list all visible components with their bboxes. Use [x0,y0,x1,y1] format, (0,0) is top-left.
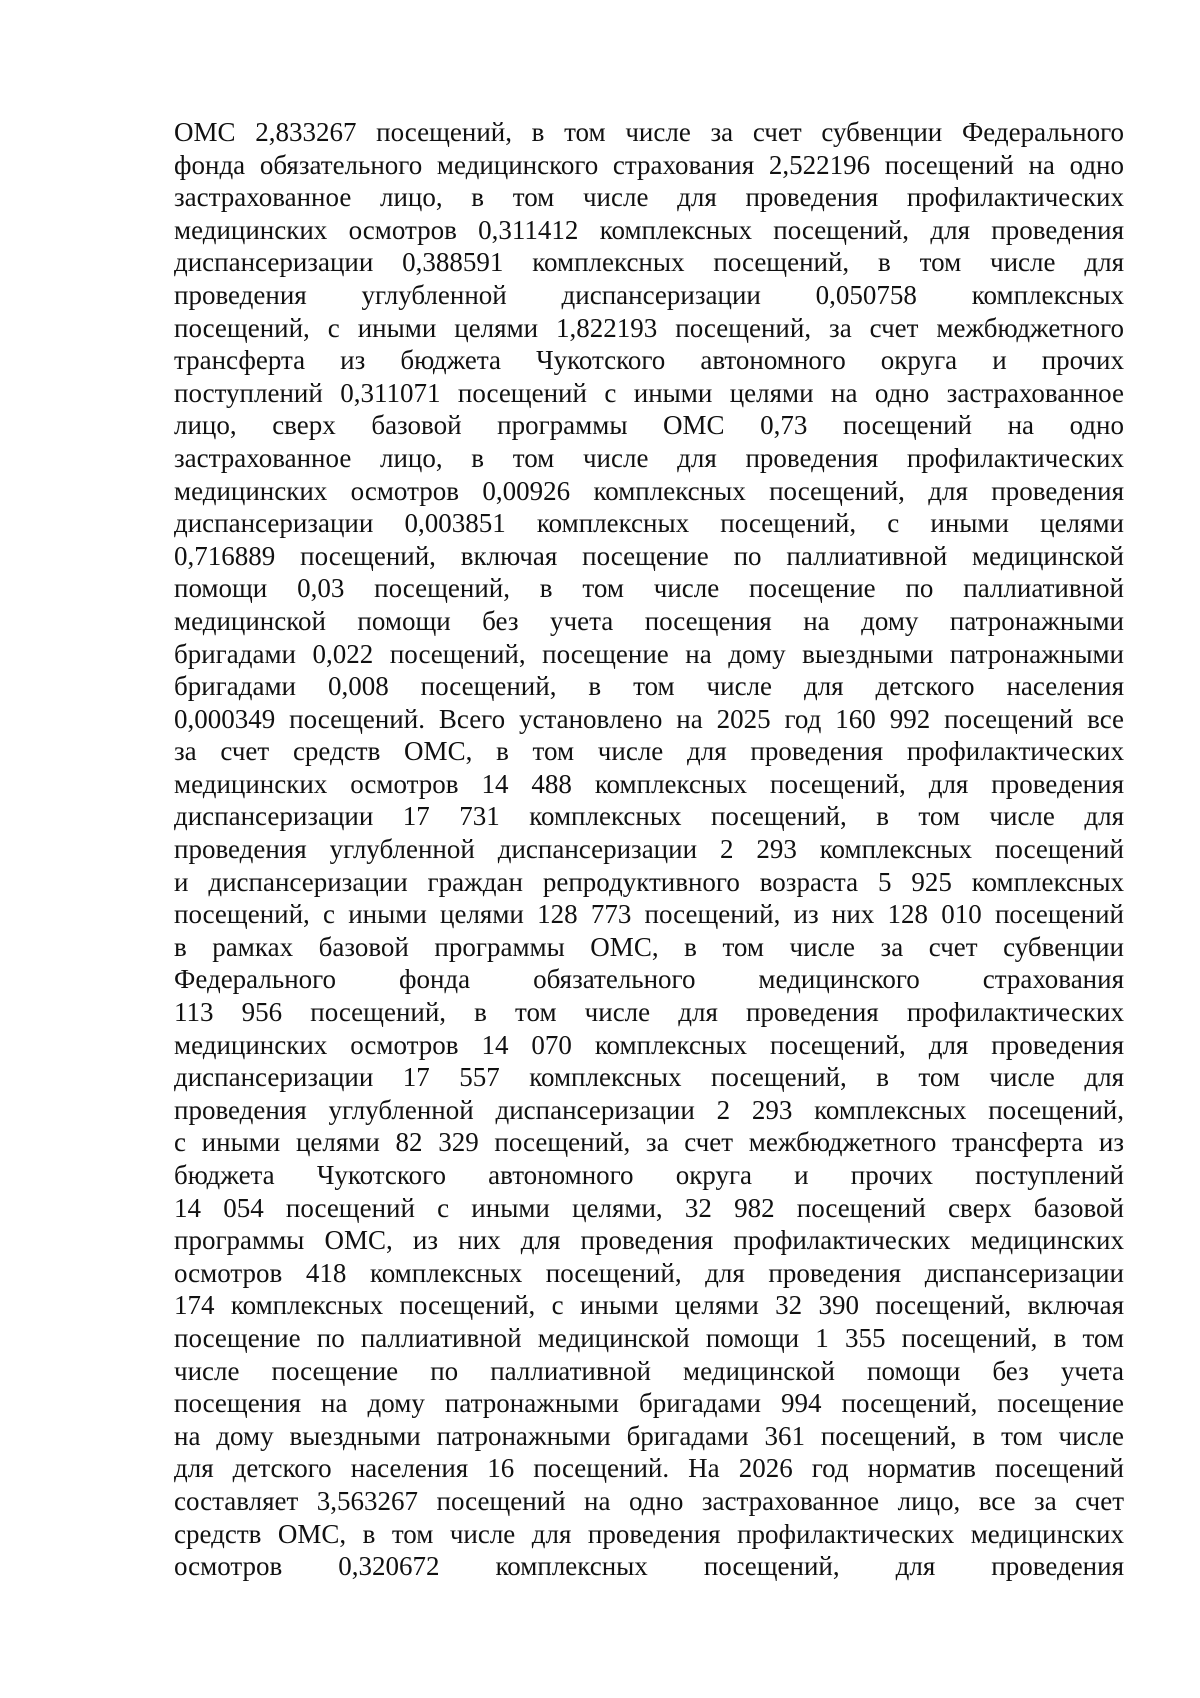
text-line-5: диспансеризации 0,388591 комплексных посещений, в том числе для [174,247,1124,278]
text-line-17: бригадами 0,022 посещений, посещение на дому выездными патронажными [174,638,1124,669]
text-line-22: диспансеризации 17 731 комплексных посещений, в том числе для [174,801,1124,832]
text-line-21: медицинских осмотров 14 488 комплексных посещений, для проведения [174,768,1124,799]
text-line-16: медицинской помощи без учета посещения на дому патронажными [174,605,1124,636]
text-line-37: 174 комплексных посещений, с иными целями 32 390 посещений, включая [174,1290,1124,1321]
text-line-29: медицинских осмотров 14 070 комплексных посещений, для проведения [174,1029,1124,1060]
text-line-43: составляет 3,563267 посещений на одно застрахованное лицо, все за счет [174,1485,1124,1516]
text-line-24: и диспансеризации граждан репродуктивного возраста 5 925 комплексных [174,866,1124,897]
text-line-23: проведения углубленной диспансеризации 2 293 комплексных посещений [174,834,1124,865]
text-line-11: застрахованное лицо, в том числе для проведения профилактических [174,442,1124,473]
text-line-28: 113 956 посещений, в том числе для проведения профилактических [174,997,1124,1028]
text-line-3: застрахованное лицо, в том числе для проведения профилактических [174,182,1124,213]
text-line-36: осмотров 418 комплексных посещений, для проведения диспансеризации [174,1257,1124,1288]
text-line-14: 0,716889 посещений, включая посещение по паллиативной медицинской [174,540,1124,571]
text-line-13: диспансеризации 0,003851 комплексных посещений, с иными целями [174,508,1124,539]
text-line-34: 14 054 посещений с иными целями, 32 982 посещений сверх базовой [174,1192,1124,1223]
text-line-31: проведения углубленной диспансеризации 2 293 комплексных посещений, [174,1094,1124,1125]
text-line-26: в рамках базовой программы ОМС, в том числе за счет субвенции [174,931,1124,962]
text-line-27: Федерального фонда обязательного медицинского страхования [174,964,1124,995]
text-line-35: программы ОМС, из них для проведения профилактических медицинских [174,1225,1124,1256]
text-line-38: посещение по паллиативной медицинской помощи 1 355 посещений, в том [174,1322,1124,1353]
text-line-7: посещений, с иными целями 1,822193 посещений, за счет межбюджетного [174,312,1124,343]
text-line-8: трансферта из бюджета Чукотского автономного округа и прочих [174,345,1124,376]
text-line-41: на дому выездными патронажными бригадами 361 посещений, в том числе [174,1420,1124,1451]
text-line-10: лицо, сверх базовой программы ОМС 0,73 посещений на одно [174,410,1124,441]
body-text [174,116,1124,1583]
text-line-15: помощи 0,03 посещений, в том числе посещение по паллиативной [174,573,1124,604]
text-line-6: проведения углубленной диспансеризации 0,050758 комплексных [174,279,1124,310]
text-line-42: для детского населения 16 посещений. На 2026 год норматив посещений [174,1453,1124,1484]
text-line-39: числе посещение по паллиативной медицинской помощи без учета [174,1355,1124,1386]
text-line-1: ОМС 2,833267 посещений, в том числе за счет субвенции Федерального [174,117,1124,147]
text-line-25: посещений, с иными целями 128 773 посещений, из них 128 010 посещений [174,899,1124,930]
text-line-32: с иными целями 82 329 посещений, за счет межбюджетного трансферта из [174,1127,1124,1158]
text-line-40: посещения на дому патронажными бригадами 994 посещений, посещение [174,1388,1124,1419]
text-line-2: фонда обязательного медицинского страхования 2,522196 посещений на одно [174,149,1124,180]
text-line-20: за счет средств ОМС, в том числе для проведения профилактических [174,736,1124,767]
text-line-12: медицинских осмотров 0,00926 комплексных посещений, для проведения [174,475,1124,506]
text-line-44: средств ОМС, в том числе для проведения профилактических медицинских [174,1518,1124,1549]
text-line-4: медицинских осмотров 0,311412 комплексных посещений, для проведения [174,214,1124,245]
text-line-18: бригадами 0,008 посещений, в том числе для детского населения [174,671,1124,702]
text-line-33: бюджета Чукотского автономного округа и прочих поступлений [174,1160,1124,1190]
text-line-19: 0,000349 посещений. Всего установлено на 2025 год 160 992 посещений все [174,703,1124,734]
text-line-30: диспансеризации 17 557 комплексных посещений, в том числе для [174,1062,1124,1093]
text-line-9: поступлений 0,311071 посещений с иными целями на одно застрахованное [174,377,1124,408]
text-line-45: осмотров 0,320672 комплексных посещений, для проведения [174,1551,1124,1582]
